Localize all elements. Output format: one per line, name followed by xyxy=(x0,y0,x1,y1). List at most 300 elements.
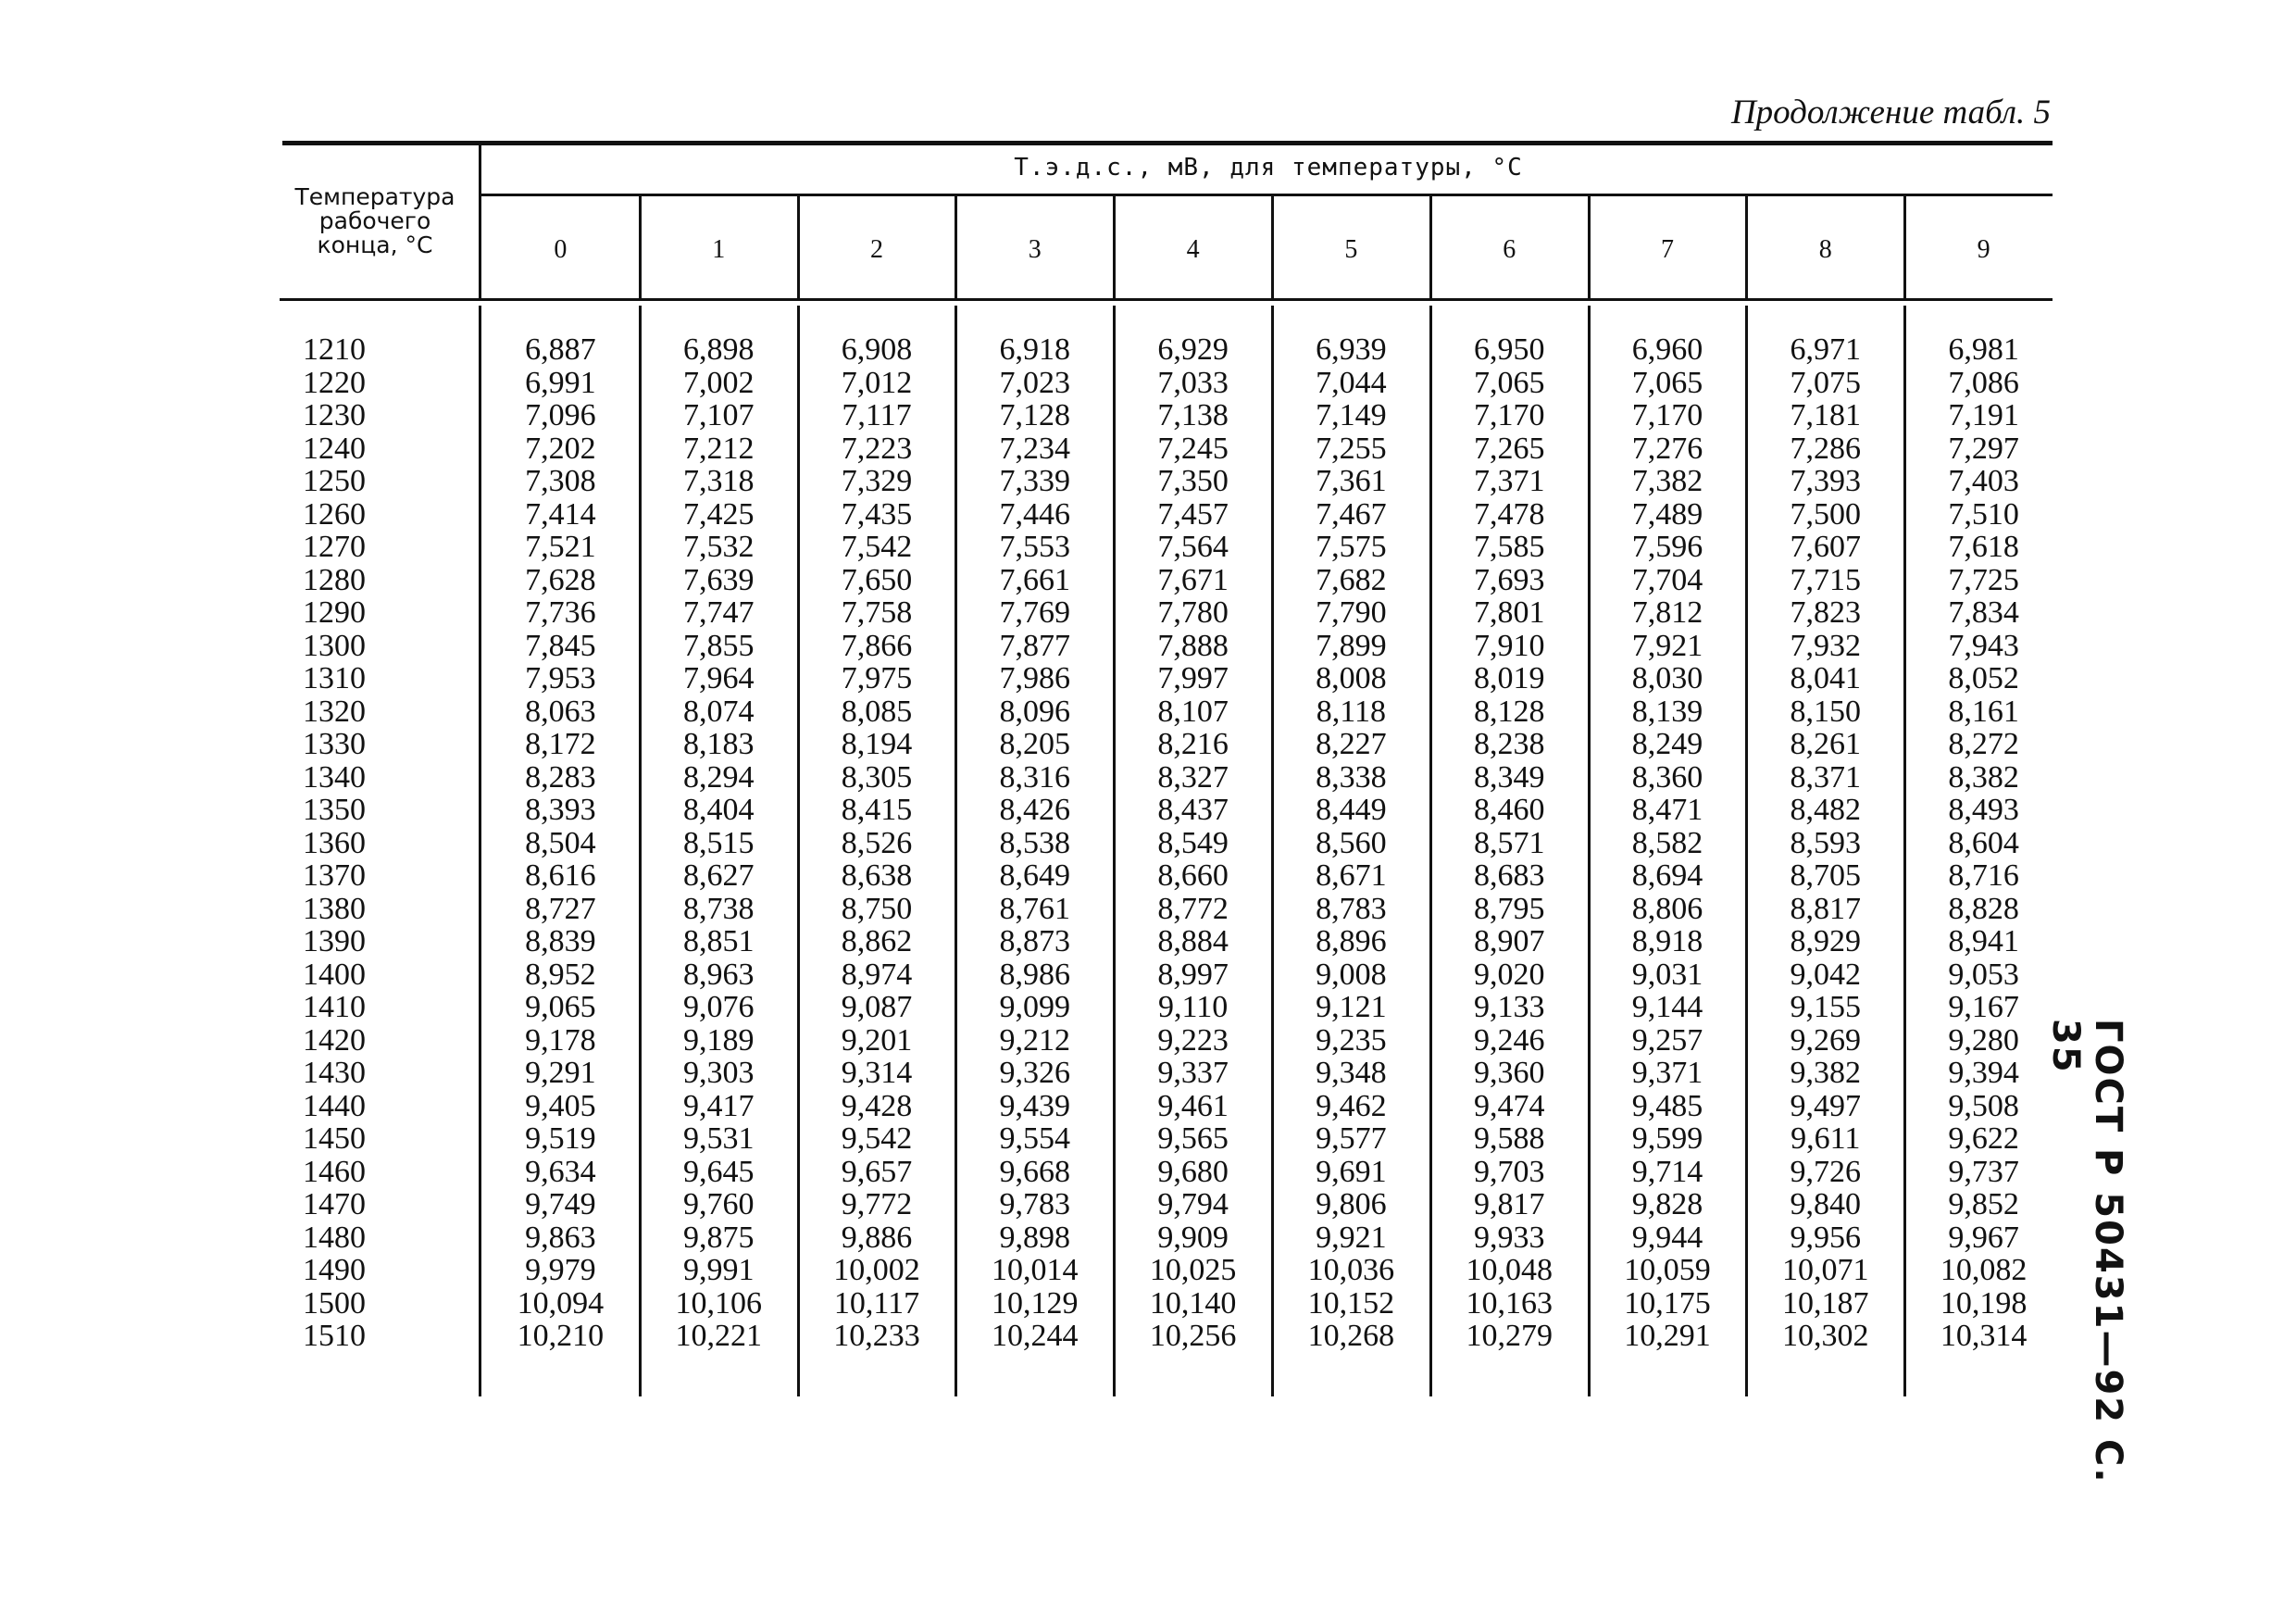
value-cell: 10,094 xyxy=(517,1285,605,1321)
value-cell: 7,086 xyxy=(1948,365,2019,400)
value-cell: 9,394 xyxy=(1948,1056,2019,1090)
value-cell: 8,515 xyxy=(682,825,755,860)
value-cell: 9,944 xyxy=(1631,1220,1703,1255)
value-cell: 7,212 xyxy=(682,431,755,466)
value-cell: 7,339 xyxy=(999,464,1071,498)
value-cell: 9,760 xyxy=(682,1187,755,1221)
value-cell: 7,715 xyxy=(1790,562,1862,597)
value-cell: 7,618 xyxy=(1948,530,2019,564)
value-cell: 9,657 xyxy=(841,1154,913,1189)
group-header: Т.э.д.с., мВ, для температуры, °С xyxy=(1014,154,1523,182)
stub-cell: 1350 xyxy=(303,793,366,827)
value-cell: 7,866 xyxy=(841,628,913,663)
value-cell: 8,272 xyxy=(1948,727,2019,761)
stub-cell: 1420 xyxy=(303,1022,366,1058)
value-cell: 6,887 xyxy=(525,332,596,367)
value-cell: 7,943 xyxy=(1948,628,2019,663)
value-cell: 8,493 xyxy=(1948,793,2019,827)
value-cell: 8,918 xyxy=(1631,924,1703,958)
stub-cell: 1280 xyxy=(303,562,366,597)
value-cell: 9,269 xyxy=(1790,1022,1862,1058)
value-cell: 10,210 xyxy=(517,1319,605,1353)
value-cell: 9,875 xyxy=(682,1220,755,1255)
stub-cell: 1490 xyxy=(303,1253,366,1287)
value-cell: 7,170 xyxy=(1473,398,1545,432)
value-cell: 8,660 xyxy=(1157,858,1229,893)
value-cell: 8,063 xyxy=(525,694,596,729)
value-cell: 8,437 xyxy=(1157,793,1229,827)
value-cell: 8,649 xyxy=(999,858,1071,893)
value-cell: 7,467 xyxy=(1316,496,1387,532)
value-cell: 8,482 xyxy=(1790,793,1862,827)
table-caption: Продолжение табл. 5 xyxy=(1730,94,2051,131)
value-cell: 8,582 xyxy=(1631,825,1703,860)
value-cell: 8,316 xyxy=(999,759,1071,795)
value-cell: 7,023 xyxy=(999,365,1071,400)
value-cell: 7,975 xyxy=(841,661,913,695)
value-cell: 8,238 xyxy=(1473,727,1545,761)
value-cell: 9,485 xyxy=(1631,1088,1703,1123)
value-cell: 9,577 xyxy=(1316,1121,1387,1156)
value-cell: 8,952 xyxy=(525,957,596,992)
value-cell: 9,212 xyxy=(999,1022,1071,1058)
value-cell: 7,500 xyxy=(1790,496,1862,532)
value-cell: 9,042 xyxy=(1790,957,1862,992)
value-cell: 8,460 xyxy=(1473,793,1545,827)
value-cell: 9,462 xyxy=(1316,1088,1387,1123)
value-cell: 7,350 xyxy=(1157,464,1229,498)
value-cell: 10,314 xyxy=(1940,1319,2028,1353)
value-cell: 9,508 xyxy=(1948,1088,2019,1123)
value-cell: 7,899 xyxy=(1316,628,1387,663)
value-cell: 7,170 xyxy=(1631,398,1703,432)
value-column xyxy=(1114,333,1272,1353)
value-cell: 8,817 xyxy=(1790,891,1862,926)
value-cell: 7,704 xyxy=(1631,562,1703,597)
value-cell: 9,474 xyxy=(1473,1088,1545,1123)
value-cell: 9,428 xyxy=(841,1088,913,1123)
value-cell: 7,002 xyxy=(682,365,755,400)
value-cell: 6,960 xyxy=(1631,332,1703,367)
value-cell: 8,750 xyxy=(841,891,913,926)
value-cell: 6,898 xyxy=(682,332,755,367)
value-cell: 7,371 xyxy=(1473,464,1545,498)
stub-cell: 1320 xyxy=(303,694,366,729)
value-cell: 8,705 xyxy=(1790,858,1862,893)
value-cell: 7,877 xyxy=(999,628,1071,663)
column-header: 7 xyxy=(1660,235,1674,264)
value-cell: 7,997 xyxy=(1157,661,1229,695)
value-cell: 7,138 xyxy=(1157,398,1229,432)
value-cell: 10,198 xyxy=(1940,1285,2028,1321)
value-cell: 9,008 xyxy=(1316,957,1387,992)
value-cell: 8,727 xyxy=(525,891,596,926)
value-cell: 9,417 xyxy=(682,1088,755,1123)
value-cell: 7,553 xyxy=(999,530,1071,564)
value-cell: 7,910 xyxy=(1473,628,1545,663)
value-cell: 8,194 xyxy=(841,727,913,761)
value-cell: 8,806 xyxy=(1631,891,1703,926)
value-cell: 7,532 xyxy=(682,530,755,564)
value-cell: 10,106 xyxy=(675,1285,762,1321)
value-cell: 10,036 xyxy=(1307,1253,1395,1287)
value-cell: 10,082 xyxy=(1940,1253,2028,1287)
column-divider xyxy=(955,196,957,298)
value-cell: 9,133 xyxy=(1473,990,1545,1024)
value-cell: 9,167 xyxy=(1948,990,2019,1024)
value-cell: 9,933 xyxy=(1473,1220,1545,1255)
value-cell: 9,634 xyxy=(525,1154,596,1189)
value-cell: 7,542 xyxy=(841,530,913,564)
value-cell: 9,991 xyxy=(682,1253,755,1287)
value-cell: 10,302 xyxy=(1782,1319,1869,1353)
value-cell: 8,393 xyxy=(525,793,596,827)
value-cell: 7,521 xyxy=(525,530,596,564)
value-cell: 7,682 xyxy=(1316,562,1387,597)
value-cell: 7,393 xyxy=(1790,464,1862,498)
value-cell: 7,318 xyxy=(682,464,755,498)
value-cell: 10,279 xyxy=(1466,1319,1553,1353)
value-cell: 9,863 xyxy=(525,1220,596,1255)
value-cell: 10,256 xyxy=(1149,1319,1237,1353)
value-cell: 7,446 xyxy=(999,496,1071,532)
value-cell: 7,628 xyxy=(525,562,596,597)
value-cell: 7,489 xyxy=(1631,496,1703,532)
value-cell: 9,668 xyxy=(999,1154,1071,1189)
value-cell: 7,202 xyxy=(525,431,596,466)
value-cell: 7,758 xyxy=(841,595,913,630)
value-cell: 9,189 xyxy=(682,1022,755,1058)
value-cell: 7,834 xyxy=(1948,595,2019,630)
value-cell: 7,671 xyxy=(1157,562,1229,597)
value-cell: 7,245 xyxy=(1157,431,1229,466)
value-cell: 7,044 xyxy=(1316,365,1387,400)
value-cell: 9,967 xyxy=(1948,1220,2019,1255)
value-cell: 10,163 xyxy=(1466,1285,1553,1321)
value-cell: 9,326 xyxy=(999,1056,1071,1090)
value-cell: 7,403 xyxy=(1948,464,2019,498)
value-cell: 7,790 xyxy=(1316,595,1387,630)
value-cell: 9,155 xyxy=(1790,990,1862,1024)
value-cell: 6,950 xyxy=(1473,332,1545,367)
value-cell: 8,085 xyxy=(841,694,913,729)
value-cell: 7,149 xyxy=(1316,398,1387,432)
value-cell: 6,908 xyxy=(841,332,913,367)
value-cell: 9,031 xyxy=(1631,957,1703,992)
column-divider xyxy=(1271,196,1274,298)
column-header: 1 xyxy=(712,235,726,264)
value-cell: 8,526 xyxy=(841,825,913,860)
value-cell: 9,565 xyxy=(1157,1121,1229,1156)
stub-cell: 1470 xyxy=(303,1187,366,1221)
column-divider xyxy=(1903,196,1906,298)
column-header: 3 xyxy=(1028,235,1042,264)
value-cell: 9,554 xyxy=(999,1121,1071,1156)
value-cell: 8,896 xyxy=(1316,924,1387,958)
value-cell: 8,929 xyxy=(1790,924,1862,958)
value-cell: 8,205 xyxy=(999,727,1071,761)
value-cell: 9,817 xyxy=(1473,1187,1545,1221)
value-cell: 7,986 xyxy=(999,661,1071,695)
value-cell: 8,283 xyxy=(525,759,596,795)
value-cell: 8,683 xyxy=(1473,858,1545,893)
value-column xyxy=(1746,333,1904,1353)
group-header-underline xyxy=(481,194,2053,196)
value-cell: 10,291 xyxy=(1624,1319,1711,1353)
value-cell: 7,639 xyxy=(682,562,755,597)
value-cell: 7,725 xyxy=(1948,562,2019,597)
value-cell: 8,738 xyxy=(682,891,755,926)
value-cell: 7,661 xyxy=(999,562,1071,597)
value-cell: 9,840 xyxy=(1790,1187,1862,1221)
stub-cell: 1290 xyxy=(303,595,366,630)
value-cell: 9,691 xyxy=(1316,1154,1387,1189)
value-cell: 9,303 xyxy=(682,1056,755,1090)
value-cell: 8,772 xyxy=(1157,891,1229,926)
value-cell: 8,096 xyxy=(999,694,1071,729)
value-cell: 7,181 xyxy=(1790,398,1862,432)
value-cell: 8,371 xyxy=(1790,759,1862,795)
value-cell: 7,382 xyxy=(1631,464,1703,498)
value-cell: 7,964 xyxy=(682,661,755,695)
stub-cell: 1340 xyxy=(303,759,366,795)
value-cell: 9,371 xyxy=(1631,1056,1703,1090)
stub-cell: 1460 xyxy=(303,1154,366,1189)
value-cell: 8,249 xyxy=(1631,727,1703,761)
value-cell: 9,121 xyxy=(1316,990,1387,1024)
value-cell: 9,531 xyxy=(682,1121,755,1156)
stub-cell: 1390 xyxy=(303,924,366,958)
value-cell: 7,953 xyxy=(525,661,596,695)
value-column xyxy=(1904,333,2063,1353)
value-cell: 10,268 xyxy=(1307,1319,1395,1353)
value-cell: 9,714 xyxy=(1631,1154,1703,1189)
value-cell: 9,053 xyxy=(1948,957,2019,992)
value-cell: 9,246 xyxy=(1473,1022,1545,1058)
value-cell: 9,337 xyxy=(1157,1056,1229,1090)
value-column xyxy=(640,333,798,1353)
value-cell: 8,862 xyxy=(841,924,913,958)
value-cell: 8,382 xyxy=(1948,759,2019,795)
value-cell: 7,932 xyxy=(1790,628,1862,663)
value-cell: 10,071 xyxy=(1782,1253,1869,1287)
value-cell: 8,183 xyxy=(682,727,755,761)
value-cell: 7,747 xyxy=(682,595,755,630)
value-cell: 8,828 xyxy=(1948,891,2019,926)
value-cell: 9,223 xyxy=(1157,1022,1229,1058)
value-cell: 8,030 xyxy=(1631,661,1703,695)
value-cell: 10,048 xyxy=(1466,1253,1553,1287)
value-cell: 9,956 xyxy=(1790,1220,1862,1255)
value-cell: 6,971 xyxy=(1790,332,1862,367)
value-cell: 7,823 xyxy=(1790,595,1862,630)
value-cell: 7,650 xyxy=(841,562,913,597)
top-rule xyxy=(282,141,2053,145)
value-cell: 9,611 xyxy=(1791,1121,1861,1156)
value-cell: 8,128 xyxy=(1473,694,1545,729)
value-cell: 8,504 xyxy=(525,825,596,860)
value-cell: 7,478 xyxy=(1473,496,1545,532)
value-cell: 8,604 xyxy=(1948,825,2019,860)
value-cell: 10,117 xyxy=(833,1285,920,1321)
value-cell: 6,939 xyxy=(1316,332,1387,367)
value-cell: 7,297 xyxy=(1948,431,2019,466)
value-cell: 8,839 xyxy=(525,924,596,958)
stub-cell: 1480 xyxy=(303,1220,366,1255)
value-column xyxy=(1430,333,1589,1353)
value-cell: 8,449 xyxy=(1316,793,1387,827)
value-cell: 9,921 xyxy=(1316,1220,1387,1255)
value-cell: 9,461 xyxy=(1157,1088,1229,1123)
stub-cell: 1500 xyxy=(303,1285,366,1321)
value-cell: 9,099 xyxy=(999,990,1071,1024)
value-cell: 7,191 xyxy=(1948,398,2019,432)
stub-cell: 1440 xyxy=(303,1088,366,1123)
stub-header-line-3: конца, °С xyxy=(317,232,433,258)
value-cell: 8,571 xyxy=(1473,825,1545,860)
value-cell: 8,716 xyxy=(1948,858,2019,893)
value-cell: 7,065 xyxy=(1473,365,1545,400)
stub-cell: 1380 xyxy=(303,891,366,926)
value-cell: 9,772 xyxy=(841,1187,913,1221)
value-cell: 10,152 xyxy=(1307,1285,1395,1321)
column-header: 5 xyxy=(1344,235,1358,264)
stub-cell: 1240 xyxy=(303,431,366,466)
value-cell: 8,974 xyxy=(841,957,913,992)
value-cell: 7,769 xyxy=(999,595,1071,630)
value-cell: 7,855 xyxy=(682,628,755,663)
value-cell: 8,019 xyxy=(1473,661,1545,695)
stub-cell: 1450 xyxy=(303,1121,366,1156)
value-cell: 9,886 xyxy=(841,1220,913,1255)
header-bottom-rule xyxy=(280,298,2053,301)
value-cell: 8,549 xyxy=(1157,825,1229,860)
value-cell: 9,726 xyxy=(1790,1154,1862,1189)
value-cell: 9,519 xyxy=(525,1121,596,1156)
value-cell: 7,425 xyxy=(682,496,755,532)
value-cell: 8,873 xyxy=(999,924,1071,958)
value-cell: 8,052 xyxy=(1948,661,2019,695)
value-cell: 8,150 xyxy=(1790,694,1862,729)
value-cell: 8,041 xyxy=(1790,661,1862,695)
value-column xyxy=(798,333,956,1353)
value-cell: 8,294 xyxy=(682,759,755,795)
value-cell: 9,622 xyxy=(1948,1121,2019,1156)
value-cell: 7,117 xyxy=(842,398,912,432)
value-column xyxy=(955,333,1114,1353)
value-cell: 7,075 xyxy=(1790,365,1862,400)
value-cell: 9,979 xyxy=(525,1253,596,1287)
value-cell: 8,638 xyxy=(841,858,913,893)
column-divider xyxy=(1429,196,1432,298)
value-cell: 8,986 xyxy=(999,957,1071,992)
value-cell: 10,014 xyxy=(992,1253,1079,1287)
value-cell: 8,783 xyxy=(1316,891,1387,926)
value-cell: 8,008 xyxy=(1316,661,1387,695)
value-cell: 7,234 xyxy=(999,431,1071,466)
value-cell: 7,607 xyxy=(1790,530,1862,564)
column-header: 6 xyxy=(1503,235,1516,264)
value-column xyxy=(1589,333,1747,1353)
value-cell: 10,025 xyxy=(1149,1253,1237,1287)
value-cell: 9,280 xyxy=(1948,1022,2019,1058)
value-cell: 9,087 xyxy=(841,990,913,1024)
value-cell: 8,107 xyxy=(1157,694,1229,729)
value-cell: 10,233 xyxy=(833,1319,920,1353)
stub-cell: 1360 xyxy=(303,825,366,860)
value-cell: 8,795 xyxy=(1473,891,1545,926)
value-cell: 8,139 xyxy=(1631,694,1703,729)
value-cell: 9,201 xyxy=(841,1022,913,1058)
value-cell: 9,065 xyxy=(525,990,596,1024)
value-cell: 8,305 xyxy=(841,759,913,795)
value-cell: 8,851 xyxy=(682,924,755,958)
value-cell: 8,227 xyxy=(1316,727,1387,761)
value-cell: 9,405 xyxy=(525,1088,596,1123)
column-header: 0 xyxy=(554,235,568,264)
value-cell: 7,510 xyxy=(1948,496,2019,532)
value-column xyxy=(481,333,640,1353)
value-cell: 7,107 xyxy=(682,398,755,432)
value-cell: 8,694 xyxy=(1631,858,1703,893)
value-cell: 10,175 xyxy=(1624,1285,1711,1321)
value-cell: 7,286 xyxy=(1790,431,1862,466)
value-cell: 9,542 xyxy=(841,1121,913,1156)
value-cell: 8,593 xyxy=(1790,825,1862,860)
value-cell: 8,671 xyxy=(1316,858,1387,893)
value-cell: 8,360 xyxy=(1631,759,1703,795)
value-cell: 7,435 xyxy=(841,496,913,532)
value-cell: 8,426 xyxy=(999,793,1071,827)
stub-cell: 1310 xyxy=(303,661,366,695)
value-cell: 7,308 xyxy=(525,464,596,498)
value-cell: 8,997 xyxy=(1157,957,1229,992)
stub-cell: 1510 xyxy=(303,1319,366,1353)
column-divider xyxy=(1113,196,1116,298)
stub-cell: 1370 xyxy=(303,858,366,893)
value-cell: 7,888 xyxy=(1157,628,1229,663)
value-cell: 7,329 xyxy=(841,464,913,498)
value-cell: 9,909 xyxy=(1157,1220,1229,1255)
stub-cell: 1230 xyxy=(303,398,366,432)
value-cell: 9,794 xyxy=(1157,1187,1229,1221)
value-cell: 8,172 xyxy=(525,727,596,761)
value-cell: 8,963 xyxy=(682,957,755,992)
value-cell: 7,780 xyxy=(1157,595,1229,630)
value-cell: 10,059 xyxy=(1624,1253,1711,1287)
column-divider xyxy=(1588,196,1591,298)
value-cell: 8,941 xyxy=(1948,924,2019,958)
stub-header xyxy=(282,185,468,257)
value-cell: 9,898 xyxy=(999,1220,1071,1255)
value-cell: 8,907 xyxy=(1473,924,1545,958)
value-cell: 6,981 xyxy=(1948,332,2019,367)
value-cell: 9,806 xyxy=(1316,1187,1387,1221)
stub-cell: 1430 xyxy=(303,1056,366,1090)
stub-header-line-2: рабочего xyxy=(318,207,431,234)
value-cell: 8,560 xyxy=(1316,825,1387,860)
value-column xyxy=(1272,333,1430,1353)
stub-cell: 1270 xyxy=(303,530,366,564)
value-cell: 7,812 xyxy=(1631,595,1703,630)
stub-cell: 1210 xyxy=(303,332,366,367)
value-cell: 9,645 xyxy=(682,1154,755,1189)
value-cell: 7,457 xyxy=(1157,496,1229,532)
value-cell: 8,627 xyxy=(682,858,755,893)
column-divider xyxy=(639,196,642,298)
value-cell: 9,439 xyxy=(999,1088,1071,1123)
value-cell: 9,360 xyxy=(1473,1056,1545,1090)
